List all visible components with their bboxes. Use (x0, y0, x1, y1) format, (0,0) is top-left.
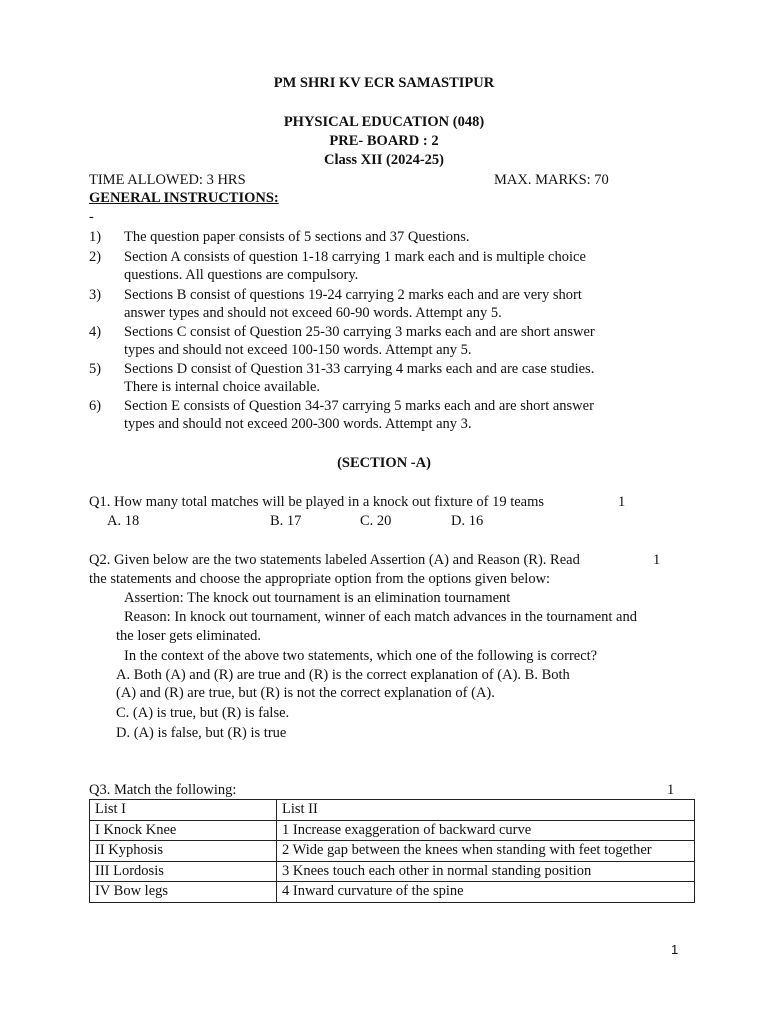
q1-option-d: D. 16 (451, 513, 484, 529)
instruction-text: Sections C consist of Question 25-30 carrying 3 marks each and are short answer (124, 324, 595, 340)
q2-option-a-line1: A. Both (A) and (R) are true and (R) is the correct explanation of (A). B. Both (116, 667, 570, 683)
q2-option-d: D. (A) is false, but (R) is true (116, 725, 287, 741)
instruction-text: Section A consists of question 1-18 carrying 1 mark each and is multiple choice (124, 249, 586, 265)
q2-reason-line2: the loser gets eliminated. (116, 628, 261, 644)
page-number: 1 (671, 942, 679, 957)
instructions-dash: - (89, 209, 94, 225)
instruction-text: questions. All questions are compulsory. (124, 267, 359, 283)
instruction-text: Sections B consist of questions 19-24 carrying 2 marks each and are very short (124, 287, 582, 303)
table-cell: I Knock Knee (90, 820, 277, 841)
instruction-text: Section E consists of Question 34-37 carrying 5 marks each and are short answer (124, 398, 594, 414)
table-row (90, 820, 695, 841)
table-row (90, 841, 695, 862)
q2-context: In the context of the above two statements, which one of the following is correct? (124, 648, 598, 664)
school-name: PM SHRI KV ECR SAMASTIPUR (273, 75, 495, 91)
q2-marks: 1 (653, 552, 661, 568)
table-row (90, 882, 695, 903)
match-table (89, 799, 695, 903)
q2-option-a-line2: (A) and (R) are true, but (R) is not the correct explanation of (A). (116, 685, 495, 701)
q1-option-b: B. 17 (270, 513, 302, 529)
instruction-number: 3) (89, 287, 102, 303)
q1-option-a: A. 18 (107, 513, 140, 529)
q2-assertion: Assertion: The knock out tournament is an elimination tournament (124, 590, 511, 606)
table-header-cell: List I (90, 800, 277, 821)
instructions-heading: GENERAL INSTRUCTIONS: (89, 190, 279, 206)
q3-marks: 1 (667, 782, 675, 798)
q1-text: Q1. How many total matches will be played in a knock out fixture of 19 teams (89, 494, 545, 510)
instruction-number: 2) (89, 249, 102, 265)
instruction-text: The question paper consists of 5 sections and 37 Questions. (124, 229, 470, 245)
q2-text-line1: Q2. Given below are the two statements labeled Assertion (A) and Reason (R). Read (89, 552, 580, 568)
q2-text-line2: the statements and choose the appropriate option from the options given below: (89, 571, 551, 587)
exam-title: PRE- BOARD : 2 (329, 133, 439, 149)
table-cell: 2 Wide gap between the knees when standing with feet together (277, 841, 695, 862)
instruction-number: 5) (89, 361, 102, 377)
table-header-cell: List II (277, 800, 695, 821)
instruction-text: types and should not exceed 200-300 words. Attempt any 3. (124, 416, 472, 432)
table-cell: 3 Knees touch each other in normal standing position (277, 861, 695, 882)
table-cell: 4 Inward curvature of the spine (277, 882, 695, 903)
q2-reason-line1: Reason: In knock out tournament, winner of each match advances in the tournament and (124, 609, 637, 625)
table-header-row (90, 800, 695, 821)
table-cell: III Lordosis (90, 861, 277, 882)
instruction-number: 6) (89, 398, 102, 414)
instruction-number: 1) (89, 229, 102, 245)
table-row (90, 861, 695, 882)
instruction-text: types and should not exceed 100-150 words. Attempt any 5. (124, 342, 472, 358)
q1-option-c: C. 20 (360, 513, 392, 529)
q1-marks: 1 (618, 494, 626, 510)
table-cell: IV Bow legs (90, 882, 277, 903)
instruction-text: There is internal choice available. (124, 379, 321, 395)
instruction-number: 4) (89, 324, 102, 340)
instruction-text: answer types and should not exceed 60-90 words. Attempt any 5. (124, 305, 502, 321)
q2-option-c: C. (A) is true, but (R) is false. (116, 705, 290, 721)
q3-text: Q3. Match the following: (89, 782, 237, 798)
max-marks: MAX. MARKS: 70 (494, 172, 609, 188)
section-a-title: (SECTION -A) (337, 455, 431, 471)
time-allowed: TIME ALLOWED: 3 HRS (89, 172, 246, 188)
subject-title: PHYSICAL EDUCATION (048) (283, 114, 485, 130)
table-cell: II Kyphosis (90, 841, 277, 862)
instruction-text: Sections D consist of Question 31-33 carrying 4 marks each and are case studies. (124, 361, 595, 377)
class-title: Class XII (2024-25) (323, 152, 445, 168)
table-cell: 1 Increase exaggeration of backward curve (277, 820, 695, 841)
